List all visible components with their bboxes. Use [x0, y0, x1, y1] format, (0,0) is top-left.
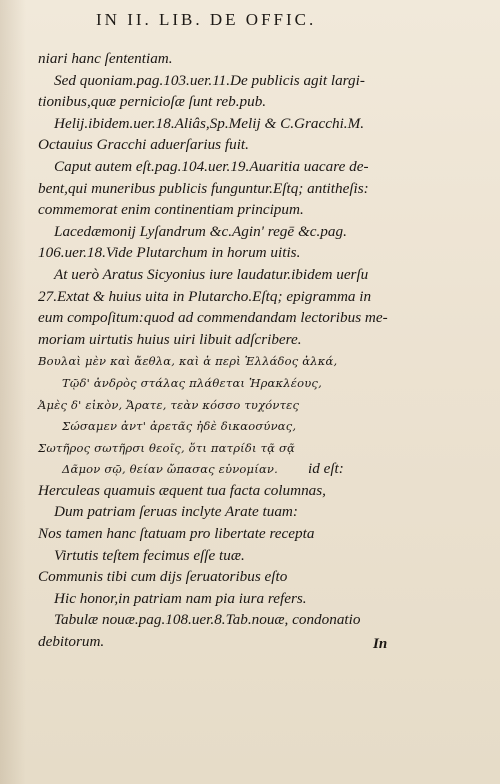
- greek-line: [38, 458, 450, 480]
- text-line: At uerò Aratus Sicyonius iure laudatur.ibidem uerſu: [54, 265, 369, 283]
- text-line: Communis tibi cum dijs ſeruatoribus eſto: [38, 568, 288, 586]
- text-line: Helij.ibidem.uer.18.Aliâs,Sp.Melij & C.Gracchi.M.: [54, 114, 365, 132]
- text-line: Caput autem eſt.pag.104.uer.19.Auaritia uacare de-: [54, 157, 369, 175]
- text-line: Octauius Gracchi aduerſarius fuit.: [38, 136, 249, 154]
- greek-verse: Σωτῆρος σωτῆρσι θεοῖς, ὅτι πατρίδι τᾷ σᾷ: [38, 440, 295, 455]
- greek-line: [38, 415, 450, 437]
- text-line: 106.uer.18.Vide Plutarchum in horum uitis.: [38, 244, 301, 262]
- text-line: Sed quoniam.pag.103.uer.11.De publicis agit largi-: [54, 71, 365, 89]
- text-line: 27.Extat & huius uita in Plutarcho.Eſtq; epigramma in: [38, 287, 372, 305]
- greek-verse: Τῷδ' ἀνδρὸς στάλας πλάθεται Ἡρακλέους,: [62, 375, 322, 390]
- greek-verse: Δᾶμον σῷ, θείαν ὤπασας εὐνομίαν.: [62, 462, 278, 477]
- text-line: moriam uirtutis huius uiri libuit adſcribere.: [38, 330, 302, 348]
- text-line: Lacedæmonij Lyſandrum &c.Agin' regē &c.pag.: [54, 222, 347, 240]
- greek-line: [38, 394, 450, 416]
- text-line: Tabulæ nouæ.pag.108.uer.8.Tab.nouæ, condonatio: [54, 611, 361, 629]
- main-text-block: [38, 48, 450, 653]
- id-est-label: id eſt:: [307, 460, 344, 478]
- text-line: Virtutis teſtem fecimus eſſe tuæ.: [54, 546, 245, 564]
- text-line: commemorat enim continentiam principum.: [38, 201, 304, 219]
- text-line: debitorum.: [38, 633, 105, 651]
- greek-verse: Ἀμὲς δ' εἰκὸν, Ἄρατε, τεὰν κόσσο τυχόντες: [38, 397, 300, 412]
- text-line: niari hanc ſententiam.: [38, 50, 173, 67]
- greek-line: [38, 372, 450, 394]
- text-line: Herculeas quamuis æquent tua facta columnas,: [38, 481, 326, 499]
- text-line: bent,qui muneribus publicis funguntur.Eſtq; antitheſis:: [38, 179, 369, 197]
- gutter-shadow: [0, 0, 26, 784]
- greek-line: [38, 437, 450, 459]
- greek-verse: Βουλαὶ μὲν καὶ ἄεθλα, καὶ ἁ περὶ Ἑλλάδος ἀλκά,: [38, 354, 338, 369]
- text-line: Dum patriam ſeruas inclyte Arate tuam:: [54, 503, 298, 521]
- text-line: tionibus,quæ pernicioſæ ſunt reb.pub.: [38, 93, 267, 111]
- greek-line: [38, 350, 450, 372]
- text-line: Nos tamen hanc ſtatuam pro libertate recepta: [38, 525, 315, 543]
- text-line: eum compoſitum:quod ad commendandam lectoribus me-: [38, 309, 388, 327]
- running-title: IN II. LIB. DE OFFIC.: [96, 10, 317, 29]
- text-line: Hic honor,in patriam nam pia iura refers.: [54, 589, 307, 607]
- catchword: In: [373, 636, 388, 652]
- greek-verse: Σώσαμεν ἀντ' ἀρετᾶς ἠδὲ δικαοσύνας,: [62, 419, 297, 434]
